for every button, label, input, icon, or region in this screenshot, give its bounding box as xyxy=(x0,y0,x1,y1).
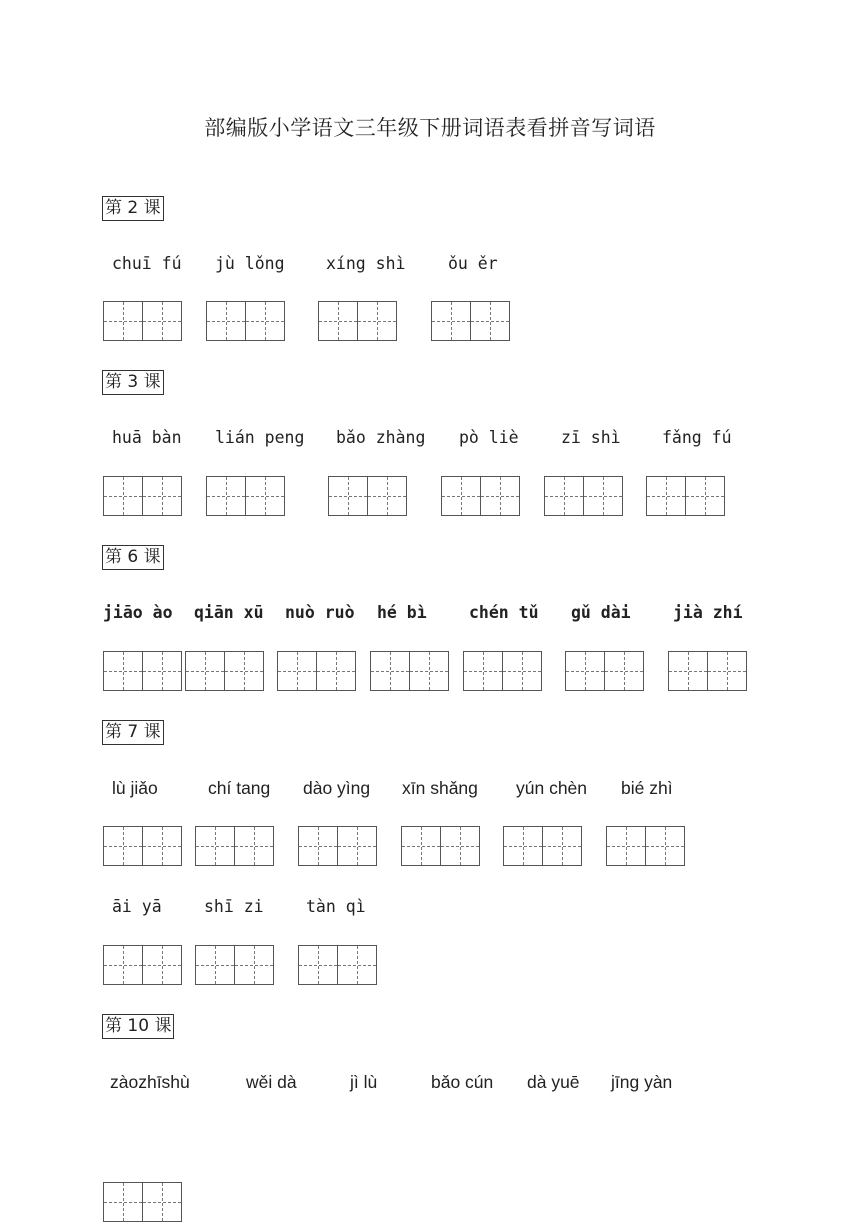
pinyin-word: gǔ dài xyxy=(571,603,631,622)
pinyin-word: jù lǒng xyxy=(215,254,285,273)
writing-grid[interactable] xyxy=(195,945,272,985)
lesson-label: 第 6 课 xyxy=(102,545,164,570)
writing-grid[interactable] xyxy=(103,301,180,341)
pinyin-word: fǎng fú xyxy=(662,428,732,447)
writing-grid[interactable] xyxy=(503,826,580,866)
writing-grid[interactable] xyxy=(668,651,745,691)
writing-grid[interactable] xyxy=(401,826,478,866)
writing-grid[interactable] xyxy=(277,651,354,691)
writing-grid[interactable] xyxy=(318,301,395,341)
writing-grid[interactable] xyxy=(103,651,180,691)
pinyin-word: jì lù xyxy=(350,1072,378,1092)
writing-grid[interactable] xyxy=(328,476,405,516)
writing-grid[interactable] xyxy=(565,651,642,691)
pinyin-word: jià zhí xyxy=(673,603,743,622)
writing-grid[interactable] xyxy=(463,651,540,691)
writing-grid[interactable] xyxy=(544,476,621,516)
writing-grid[interactable] xyxy=(185,651,262,691)
writing-grid[interactable] xyxy=(206,301,283,341)
pinyin-word: wěi dà xyxy=(246,1072,297,1092)
pinyin-word: ǒu ěr xyxy=(448,254,498,273)
pinyin-word: zī shì xyxy=(561,428,621,447)
pinyin-word: chuī fú xyxy=(112,254,182,273)
pinyin-word: lián peng xyxy=(215,428,305,447)
pinyin-word: shī zi xyxy=(204,897,264,916)
pinyin-word: zàozhīshù xyxy=(110,1072,190,1092)
writing-grid[interactable] xyxy=(103,826,180,866)
writing-grid[interactable] xyxy=(103,1182,180,1222)
pinyin-word: bǎo cún xyxy=(431,1072,494,1092)
pinyin-word: jīng yàn xyxy=(611,1072,673,1092)
pinyin-word: tàn qì xyxy=(306,897,366,916)
writing-grid[interactable] xyxy=(103,476,180,516)
writing-grid[interactable] xyxy=(298,945,375,985)
lesson-label: 第 2 课 xyxy=(102,196,164,221)
writing-grid[interactable] xyxy=(370,651,447,691)
pinyin-word: chén tǔ xyxy=(469,603,539,622)
pinyin-word: xīn shǎng xyxy=(402,778,478,798)
pinyin-word: lù jiǎo xyxy=(112,778,158,798)
pinyin-word: xíng shì xyxy=(326,254,406,273)
writing-grid[interactable] xyxy=(195,826,272,866)
writing-grid[interactable] xyxy=(646,476,723,516)
lesson-label: 第 7 课 xyxy=(102,720,164,745)
pinyin-word: hé bì xyxy=(377,603,427,622)
page-title: 部编版小学语文三年级下册词语表看拼音写词语 xyxy=(204,116,656,140)
pinyin-word: bǎo zhàng xyxy=(336,428,426,447)
pinyin-word: nuò ruò xyxy=(285,603,355,622)
lesson-label: 第 10 课 xyxy=(102,1014,174,1039)
pinyin-word: yún chèn xyxy=(516,778,588,798)
writing-grid[interactable] xyxy=(206,476,283,516)
pinyin-word: bié zhì xyxy=(621,778,673,798)
pinyin-word: dào yìng xyxy=(303,778,371,798)
pinyin-word: chí tang xyxy=(208,778,271,798)
writing-grid[interactable] xyxy=(298,826,375,866)
pinyin-word: dà yuē xyxy=(527,1072,580,1092)
lesson-label: 第 3 课 xyxy=(102,370,164,395)
pinyin-word: qiān xū xyxy=(194,603,264,622)
writing-grid[interactable] xyxy=(441,476,518,516)
writing-grid[interactable] xyxy=(606,826,683,866)
pinyin-word: jiāo ào xyxy=(103,603,173,622)
pinyin-word: huā bàn xyxy=(112,428,182,447)
writing-grid[interactable] xyxy=(431,301,508,341)
pinyin-word: pò liè xyxy=(459,428,519,447)
pinyin-word: āi yā xyxy=(112,897,162,916)
writing-grid[interactable] xyxy=(103,945,180,985)
